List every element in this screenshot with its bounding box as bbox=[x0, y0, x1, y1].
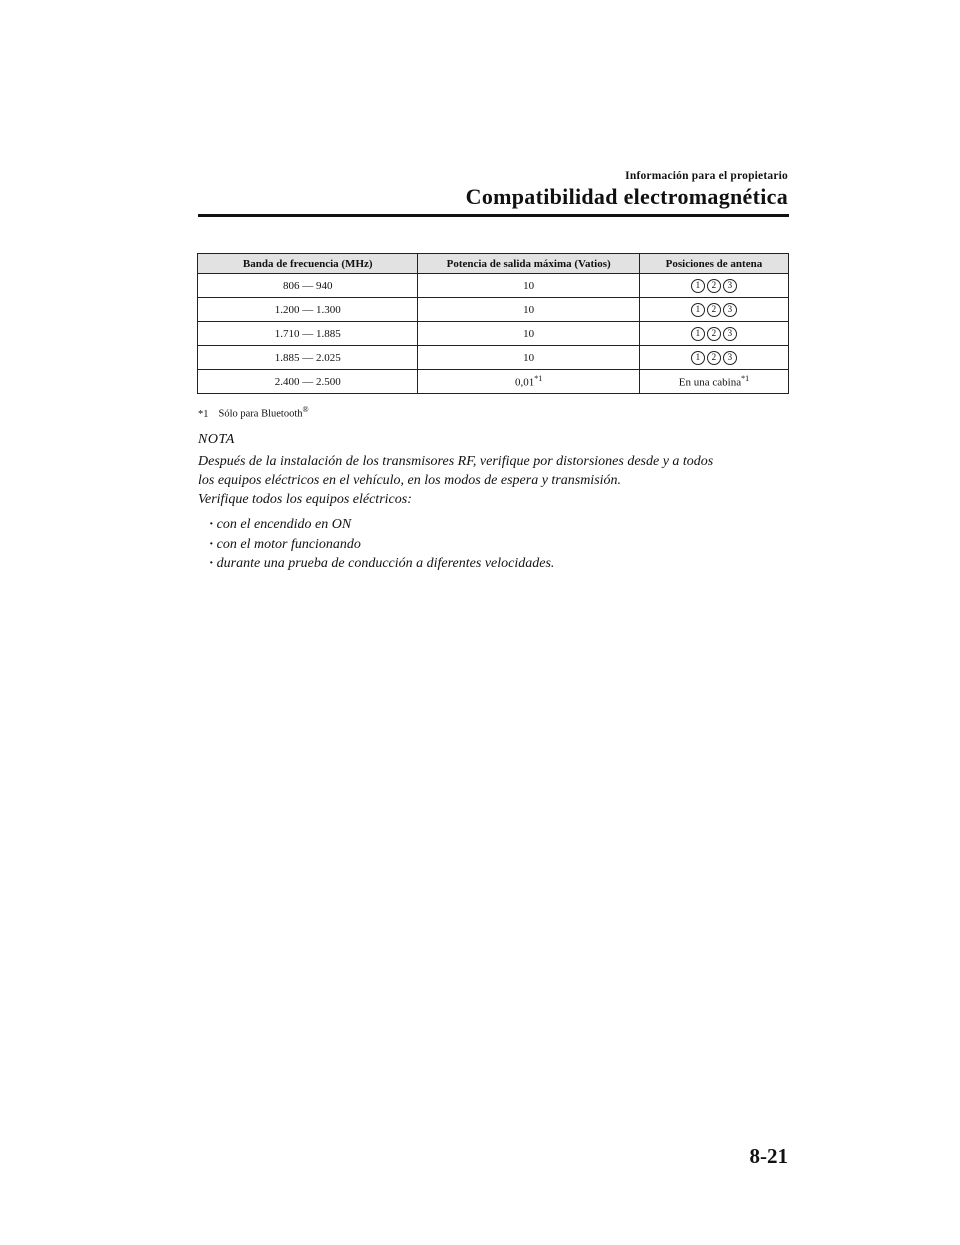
antenna-position-3-icon: 3 bbox=[723, 303, 737, 317]
note-bullet-list bbox=[209, 515, 554, 574]
list-item: · con el motor funcionando bbox=[209, 535, 554, 555]
antenna-text: En una cabina bbox=[678, 376, 742, 389]
note-line: los equipos eléctricos en el vehículo, en los modos de espera y transmisión. bbox=[198, 473, 622, 488]
column-header-band: Banda de frecuencia (MHz) bbox=[198, 254, 418, 274]
cell-power bbox=[418, 370, 639, 394]
table-footnote bbox=[198, 405, 309, 420]
antenna-positions-icons bbox=[691, 351, 737, 365]
table-row bbox=[198, 274, 789, 298]
note-heading: NOTA bbox=[198, 432, 235, 447]
antenna-position-2-icon: 2 bbox=[707, 279, 721, 293]
cell-band: 806 — 940 bbox=[198, 274, 418, 298]
column-header-antenna: Posiciones de antena bbox=[639, 254, 788, 274]
list-item: · con el encendido en ON bbox=[209, 515, 554, 535]
footnote-text: Sólo para Bluetooth bbox=[218, 408, 303, 420]
cell-antenna bbox=[639, 274, 788, 298]
cell-antenna bbox=[639, 370, 788, 394]
cell-power: 10 bbox=[418, 322, 639, 346]
table-row bbox=[198, 370, 789, 394]
antenna-position-2-icon: 2 bbox=[707, 351, 721, 365]
antenna-position-1-icon: 1 bbox=[691, 279, 705, 293]
note-body bbox=[198, 452, 798, 509]
column-header-power: Potencia de salida máxima (Vatios) bbox=[418, 254, 639, 274]
footnote-ref: *1 bbox=[741, 374, 750, 384]
antenna-positions-icons bbox=[691, 279, 737, 293]
section-label: Información para el propietario bbox=[625, 170, 788, 182]
list-item: · durante una prueba de conducción a diferentes velocidades. bbox=[209, 554, 554, 574]
power-value: 0,01 bbox=[515, 376, 535, 389]
antenna-position-3-icon: 3 bbox=[723, 279, 737, 293]
table-header-row bbox=[198, 254, 789, 274]
cell-antenna bbox=[639, 346, 788, 370]
cell-power: 10 bbox=[418, 346, 639, 370]
cell-antenna bbox=[639, 298, 788, 322]
table-row bbox=[198, 322, 789, 346]
antenna-position-2-icon: 2 bbox=[707, 303, 721, 317]
antenna-position-1-icon: 1 bbox=[691, 351, 705, 365]
cell-band: 2.400 — 2.500 bbox=[198, 370, 418, 394]
antenna-position-3-icon: 3 bbox=[723, 327, 737, 341]
registered-mark: ® bbox=[302, 405, 309, 414]
antenna-positions-icons bbox=[691, 327, 737, 341]
antenna-position-2-icon: 2 bbox=[707, 327, 721, 341]
cell-band: 1.885 — 2.025 bbox=[198, 346, 418, 370]
frequency-table bbox=[197, 253, 789, 394]
cell-power: 10 bbox=[418, 274, 639, 298]
antenna-position-1-icon: 1 bbox=[691, 327, 705, 341]
antenna-position-3-icon: 3 bbox=[723, 351, 737, 365]
table-row bbox=[198, 298, 789, 322]
cell-band: 1.710 — 1.885 bbox=[198, 322, 418, 346]
antenna-positions-icons bbox=[691, 303, 737, 317]
footnote-mark: *1 bbox=[198, 408, 209, 420]
note-line: Después de la instalación de los transmisores RF, verifique por distorsiones desde y a todos bbox=[198, 454, 714, 469]
cell-power: 10 bbox=[418, 298, 639, 322]
cell-antenna bbox=[639, 322, 788, 346]
table-row bbox=[198, 346, 789, 370]
cell-band: 1.200 — 1.300 bbox=[198, 298, 418, 322]
footnote-ref: *1 bbox=[534, 374, 543, 384]
header-divider bbox=[198, 214, 789, 217]
note-line: Verifique todos los equipos eléctricos: bbox=[198, 492, 412, 507]
page-title: Compatibilidad electromagnética bbox=[465, 184, 788, 209]
antenna-position-1-icon: 1 bbox=[691, 303, 705, 317]
page-number: 8-21 bbox=[749, 1144, 788, 1168]
